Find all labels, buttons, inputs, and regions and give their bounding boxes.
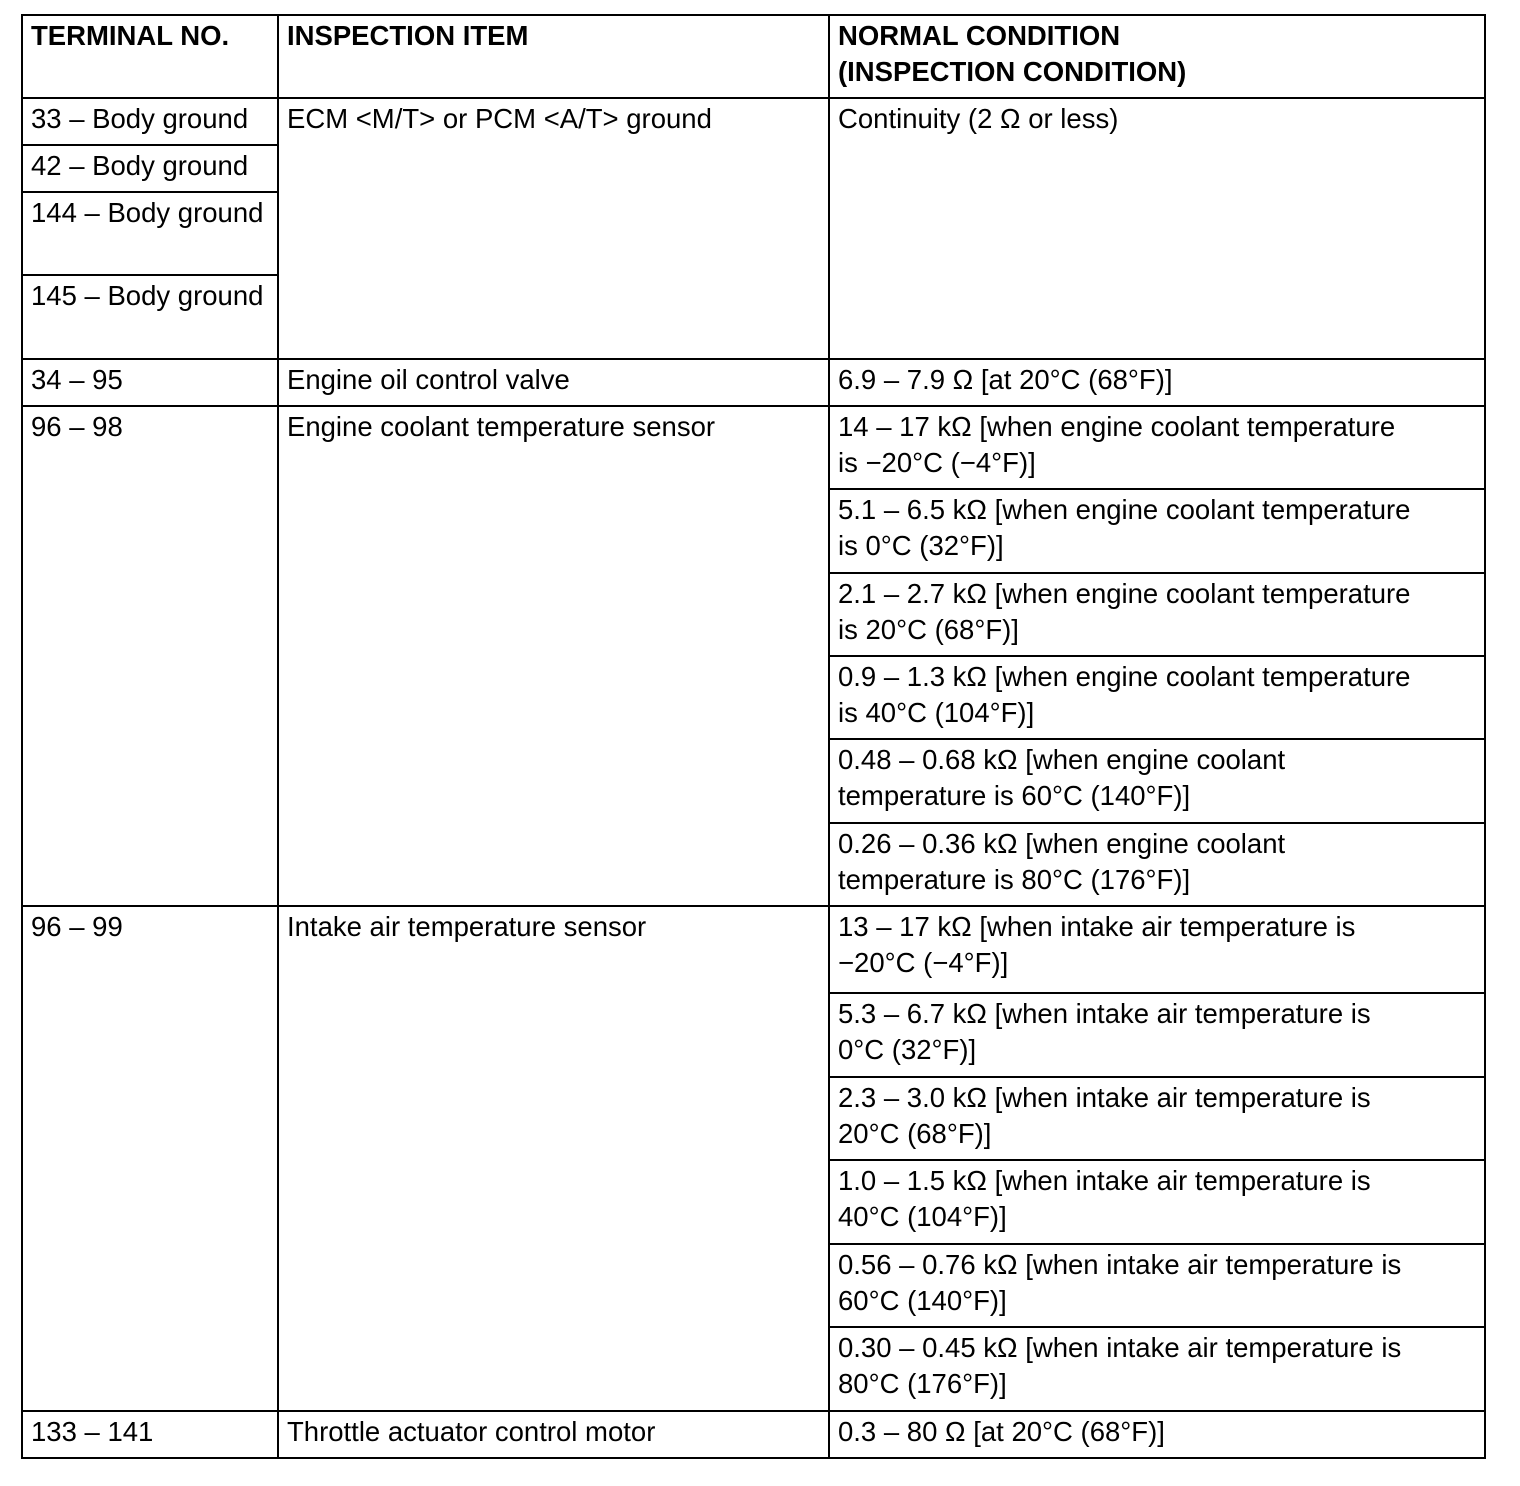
header-terminal: TERMINAL NO. (22, 15, 278, 98)
condition-line: temperature is 80°C (176°F)] (838, 864, 1191, 895)
condition-cell (829, 406, 1485, 489)
condition-cell (829, 1244, 1485, 1327)
condition-line: 5.1 – 6.5 kΩ [when engine coolant temperature (838, 494, 1411, 525)
terminal-cell: 42 – Body ground (22, 145, 278, 192)
condition-cell (829, 656, 1485, 739)
condition-line: is 20°C (68°F)] (838, 614, 1019, 645)
header-row (22, 15, 1485, 98)
condition-line: 0°C (32°F)] (838, 1034, 977, 1065)
terminal-cell: 96 – 99 (22, 906, 278, 1411)
condition-cell (829, 489, 1485, 573)
header-condition-line1: NORMAL CONDITION (838, 20, 1121, 51)
header-normal-condition (829, 15, 1485, 98)
condition-cell (829, 1160, 1485, 1244)
table-row (22, 98, 1485, 145)
terminal-cell: 144 – Body ground (22, 192, 278, 275)
condition-line: 2.3 – 3.0 kΩ [when intake air temperature is (838, 1082, 1371, 1113)
terminal-cell: 96 – 98 (22, 406, 278, 906)
condition-line: 80°C (176°F)] (838, 1368, 1007, 1399)
table-row (22, 1411, 1485, 1458)
condition-cell (829, 1327, 1485, 1411)
header-inspection-item: INSPECTION ITEM (278, 15, 829, 98)
condition-cell: 6.9 – 7.9 Ω [at 20°C (68°F)] (829, 359, 1485, 406)
condition-cell (829, 993, 1485, 1077)
condition-line: 0.48 – 0.68 kΩ [when engine coolant (838, 744, 1286, 775)
condition-cell: 0.3 – 80 Ω [at 20°C (68°F)] (829, 1411, 1485, 1458)
condition-line: is −20°C (−4°F)] (838, 447, 1036, 478)
condition-line: temperature is 60°C (140°F)] (838, 780, 1191, 811)
condition-line: 14 – 17 kΩ [when engine coolant temperature (838, 411, 1396, 442)
inspection-item-cell: Throttle actuator control motor (278, 1411, 829, 1458)
inspection-item-cell: Engine oil control valve (278, 359, 829, 406)
condition-line: 0.26 – 0.36 kΩ [when engine coolant (838, 828, 1286, 859)
condition-line: 1.0 – 1.5 kΩ [when intake air temperature is (838, 1165, 1371, 1196)
condition-cell (829, 1077, 1485, 1160)
condition-cell (829, 823, 1485, 906)
inspection-table (21, 14, 1486, 1459)
inspection-item-cell: Intake air temperature sensor (278, 906, 829, 1411)
condition-line: 13 – 17 kΩ [when intake air temperature is (838, 911, 1356, 942)
condition-line: 20°C (68°F)] (838, 1118, 992, 1149)
condition-line: is 40°C (104°F)] (838, 697, 1035, 728)
condition-line: 2.1 – 2.7 kΩ [when engine coolant temperature (838, 578, 1411, 609)
inspection-item-cell: Engine coolant temperature sensor (278, 406, 829, 906)
condition-line: 0.9 – 1.3 kΩ [when engine coolant temperature (838, 661, 1411, 692)
terminal-cell: 34 – 95 (22, 359, 278, 406)
condition-cell (829, 906, 1485, 993)
inspection-item-cell: ECM <M/T> or PCM <A/T> ground (278, 98, 829, 359)
condition-line: 0.56 – 0.76 kΩ [when intake air temperature is (838, 1249, 1402, 1280)
condition-line: 5.3 – 6.7 kΩ [when intake air temperature is (838, 998, 1371, 1029)
condition-line: 40°C (104°F)] (838, 1201, 1007, 1232)
condition-line: −20°C (−4°F)] (838, 947, 1009, 978)
condition-cell: Continuity (2 Ω or less) (829, 98, 1485, 359)
condition-line: is 0°C (32°F)] (838, 530, 1004, 561)
terminal-cell: 133 – 141 (22, 1411, 278, 1458)
terminal-cell: 145 – Body ground (22, 275, 278, 359)
condition-cell (829, 739, 1485, 823)
table-row (22, 406, 1485, 489)
condition-line: 0.30 – 0.45 kΩ [when intake air temperature is (838, 1332, 1402, 1363)
table-row (22, 906, 1485, 993)
condition-line: 60°C (140°F)] (838, 1285, 1007, 1316)
condition-cell (829, 573, 1485, 656)
table-row (22, 359, 1485, 406)
header-condition-line2: (INSPECTION CONDITION) (838, 56, 1187, 87)
terminal-cell: 33 – Body ground (22, 98, 278, 145)
